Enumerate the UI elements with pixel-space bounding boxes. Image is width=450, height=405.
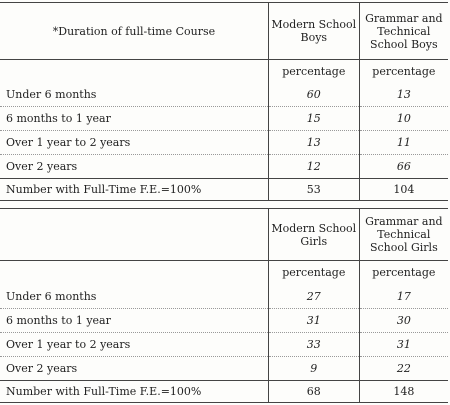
unit-row xyxy=(0,261,448,285)
table-row xyxy=(0,357,448,381)
value-cell: 33 xyxy=(268,333,359,357)
value-cell: 11 xyxy=(359,131,448,155)
value-cell: 60 xyxy=(268,83,359,107)
value-cell: 15 xyxy=(268,107,359,131)
modern-school-boys-header: Modern School Boys xyxy=(268,3,359,60)
total-label: Number with Full-Time F.E.=100% xyxy=(0,381,268,403)
duration-header: *Duration of full-time Course xyxy=(0,3,268,60)
grammar-technical-girls-header: Grammar and Technical School Girls xyxy=(359,209,448,261)
value-cell: 31 xyxy=(268,309,359,333)
table-row xyxy=(0,333,448,357)
value-cell: 66 xyxy=(359,155,448,179)
total-value: 68 xyxy=(268,381,359,403)
unit-label: percentage xyxy=(268,60,359,83)
row-label: Under 6 months xyxy=(0,285,268,309)
total-value: 53 xyxy=(268,179,359,201)
row-label: 6 months to 1 year xyxy=(0,309,268,333)
grammar-technical-boys-header: Grammar and Technical School Boys xyxy=(359,3,448,60)
total-row xyxy=(0,179,448,201)
table-row xyxy=(0,83,448,107)
value-cell: 17 xyxy=(359,285,448,309)
value-cell: 27 xyxy=(268,285,359,309)
table-row xyxy=(0,285,448,309)
value-cell: 30 xyxy=(359,309,448,333)
value-cell: 31 xyxy=(359,333,448,357)
row-label: Over 2 years xyxy=(6,160,78,173)
unit-label: percentage xyxy=(359,60,448,83)
table-header-row xyxy=(0,209,448,261)
row-label: Over 1 year to 2 years xyxy=(0,333,268,357)
value-cell: 13 xyxy=(268,131,359,155)
value-cell: 22 xyxy=(359,357,448,381)
total-value: 148 xyxy=(359,381,448,403)
total-value: 104 xyxy=(359,179,448,201)
unit-row xyxy=(0,60,448,83)
unit-label: percentage xyxy=(268,261,359,285)
value-cell: 13 xyxy=(359,83,448,107)
boys-table xyxy=(0,2,448,201)
unit-label: percentage xyxy=(359,261,448,285)
row-label: 6 months to 1 year xyxy=(0,107,268,131)
table-row xyxy=(0,107,448,131)
table-header-row xyxy=(0,3,448,60)
row-label: Under 6 months xyxy=(0,83,268,107)
girls-table xyxy=(0,208,448,403)
row-label: Over 2 years xyxy=(6,362,78,375)
table-row xyxy=(0,131,448,155)
value-cell: 10 xyxy=(359,107,448,131)
value-cell: 12 xyxy=(268,155,359,179)
value-cell: 9 xyxy=(268,357,359,381)
total-label: Number with Full-Time F.E.=100% xyxy=(0,179,268,201)
table-row xyxy=(0,309,448,333)
modern-school-girls-header: Modern School Girls xyxy=(268,209,359,261)
row-label: Over 1 year to 2 years xyxy=(0,131,268,155)
table-row xyxy=(0,155,448,179)
total-row xyxy=(0,381,448,403)
